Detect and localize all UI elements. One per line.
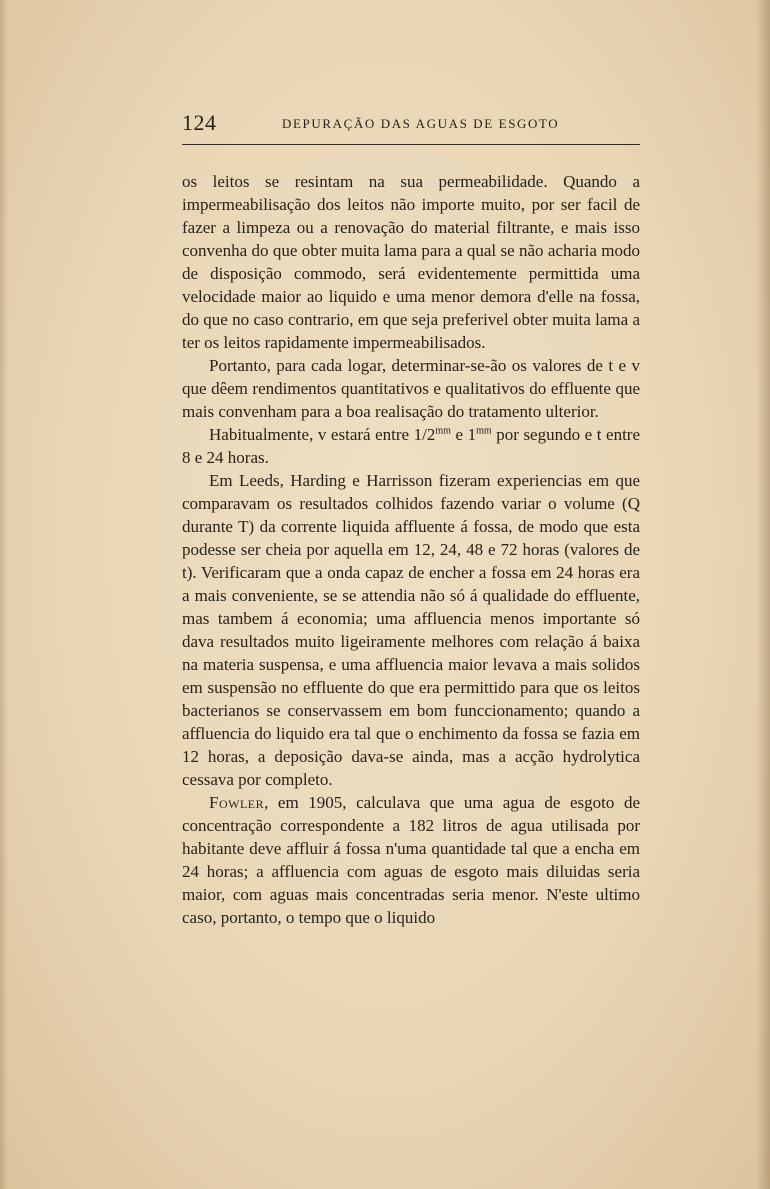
unit-mm-superscript-2: mm	[476, 425, 492, 437]
paragraph-3-part-2: e 1	[450, 425, 477, 444]
unit-mm-superscript: mm	[435, 425, 451, 437]
page-header	[182, 110, 640, 144]
paragraph-3	[182, 423, 640, 469]
body-text	[182, 170, 640, 929]
paragraph-3-part-3: por segundo e t entre 8 e 24 horas.	[182, 425, 641, 467]
paragraph-5	[182, 791, 640, 929]
author-name: Fowler	[209, 793, 265, 812]
fraction-half: 1/2	[413, 425, 436, 444]
paragraph-5-text: , em 1905, calculava que uma agua de esgoto de concentração correspondente a 182 litros de agua utilisada por habitante deve affluir á fossa n'uma quantidade tal que a encha em 24 horas; a affluencia com aguas de esgoto mais diluidas seria maior, com aguas mais concentradas seria menor. N'este ultimo caso, portanto, o tempo que o liquido	[182, 793, 640, 927]
running-title: DEPURAÇÃO DAS AGUAS DE ESGOTO	[282, 116, 560, 131]
paragraph-2: Portanto, para cada logar, determinar-se-ão os valores de t e v que dêem rendimentos quantitativos e qualitativos do effluente que mais convenham para a boa realisação do tratamento ulterior.	[182, 356, 640, 421]
paragraph-3-part-1: Habitualmente, v estará entre	[209, 425, 414, 444]
page-right-shadow	[756, 0, 770, 1189]
header-rule	[182, 144, 640, 145]
paragraph-4: Em Leeds, Harding e Harrisson fizeram experiencias em que comparavam os resultados colhidos fazendo variar o volume (Q durante T) da corrente liquida affluente á fossa, de modo que esta podesse ser cheia por aquella em 12, 24, 48 e 72 horas (valores de t). Verificaram que a onda capaz de encher a fossa em 24 horas era a mais conveniente, se se attendia não só á qualidade do effluente, mas tambem á economia; uma affluencia menos importante só dava resultados muito ligeiramente melhores com relação á baixa na materia suspensa, e uma affluencia maior levava a mais solidos em suspensão no effluente do que era permittido para que os leitos bacterianos se conservassem em bom funccionamento; quando a affluencia do liquido era tal que o enchimento da fossa se fazia em 12 horas, a deposição dava-se ainda, mas a acção hydrolytica cessava por completo.	[182, 471, 640, 789]
page-left-shadow	[0, 0, 8, 1189]
page-number: 124	[182, 110, 217, 135]
paragraph-1: os leitos se resintam na sua permeabilidade. Quando a impermeabilisação dos leitos não importe muito, por ser facil de fazer a limpeza ou a renovação do material filtrante, e mais isso convenha do que obter muita lama para a qual se não acharia modo de disposição commodo, será evidentemente permittida uma velocidade maior ao liquido e uma menor demora d'elle na fossa, do que no caso contrario, em que seja preferivel obter muita lama a ter os leitos rapidamente impermeabilisados.	[182, 172, 640, 352]
